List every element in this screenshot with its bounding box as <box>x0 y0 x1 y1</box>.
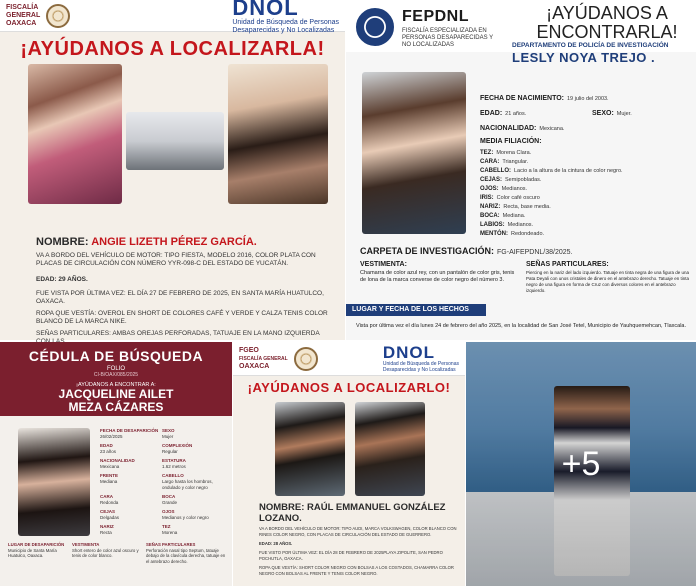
dnol-logo <box>383 344 459 373</box>
poster-header <box>0 0 345 32</box>
logo-text: GENERAL <box>6 11 41 19</box>
field-value: Morena <box>162 530 178 535</box>
field-value: FG-AIFEPDNL/38/2025. <box>497 249 573 256</box>
dnol-title: DNOL <box>232 0 299 20</box>
poster-header <box>233 342 465 376</box>
nationality-field <box>480 125 564 132</box>
field-label: CARA <box>100 494 113 499</box>
poster-banner: ¡AYÚDANOS A LOCALIZARLO! <box>247 380 451 395</box>
field-label: COMPLEXIÓN <box>162 443 193 448</box>
org-title: FEPDNL <box>402 8 469 25</box>
senas-value: Piercing en la nariz del lado izquierdo. Tatuaje en tinta negra de una figura de una Pata Deyali con unos cristales de dinero en el antebrazo derecho. Tatuaje en tinta negro de una figura en forma de Cruz con diversos colores en el antebrazo izquierdo. <box>526 270 690 293</box>
logo-text: OAXACA <box>6 19 37 27</box>
poster-banner: ¡AYÚDANOS A ENCONTRARLA! <box>536 3 678 42</box>
name-value: LOZANO. <box>259 513 302 524</box>
field-label: CEJAS: <box>480 177 503 183</box>
boca-field <box>480 213 525 219</box>
field-label: BOCA <box>162 494 176 499</box>
field-label: FRENTE <box>100 473 118 478</box>
name-value: ANGIE LIZETH PÉREZ GARCÍA. <box>91 236 257 248</box>
field-value: Medianos. <box>507 222 534 228</box>
department-label: DEPARTAMENTO DE POLICÍA DE INVESTIGACIÓN <box>512 42 669 49</box>
field-label: NARIZ <box>100 524 114 529</box>
last-seen-info: FUE VISTA POR ÚLTIMA VEZ: EL DÍA 27 DE FEBRERO DE 2025, EN SANTA MARÍA HUATULCO, OAXACA. <box>36 290 324 305</box>
missing-person-photo <box>18 428 90 536</box>
field-label: BOCA: <box>480 213 500 219</box>
field-value: Perforación nasal tipo Septum, tatuaje debajo de la clavícula derecha, tatuaje en el antebrazo derecho. <box>146 547 226 564</box>
age-field <box>480 110 526 117</box>
dnol-title: DNOL <box>382 343 435 362</box>
missing-person-photo <box>28 64 122 204</box>
field-label: EDAD <box>100 443 113 448</box>
field-value: Largo hasta los hombros, ondulado y color negro <box>162 479 213 490</box>
ojos-field <box>480 186 527 192</box>
field-label: FECHA DE NACIMIENTO: <box>480 95 564 102</box>
field-value: Mediana <box>100 479 118 484</box>
field-label: VESTIMENTA <box>72 542 100 547</box>
name-label: NOMBRE: <box>259 502 305 513</box>
field-value: 21 años. <box>505 111 527 117</box>
missing-person-photo <box>228 64 328 204</box>
gallery-tile-lesly[interactable] <box>346 0 696 340</box>
field-value: Medianos. <box>501 186 528 192</box>
gallery-tile-jacqueline[interactable] <box>0 342 232 586</box>
field-value: Mexicana. <box>539 126 565 132</box>
logo-text: FGEO <box>239 346 259 354</box>
field-label: IRIS: <box>480 195 494 201</box>
dnol-subtitle: Desaparecidas y No Localizadas <box>232 26 335 34</box>
field-value: Morena Clara. <box>496 150 532 156</box>
cejas-field <box>480 177 541 183</box>
age-info: EDAD: 28 AÑOS. <box>259 541 293 546</box>
field-label: MENTÓN: <box>480 231 508 237</box>
lugar-value: Vista por última vez el día lunes 24 de febrero del año 2025, en la localidad de San José Tetel, Municipio de Yauhquemehcan, Tlaxcala. <box>356 323 687 329</box>
person-name: JACQUELINE AILET <box>58 387 174 401</box>
senas-label: SEÑAS PARTICULARES: <box>526 261 609 268</box>
media-filiacion-heading: MEDIA FILIACIÓN: <box>480 138 542 145</box>
cabello-field <box>480 168 623 174</box>
person-name <box>259 502 459 524</box>
field-value: Semipobladas. <box>505 177 542 183</box>
person-name: MEZA CÁZARES <box>68 400 164 414</box>
cedula-footer <box>8 542 228 564</box>
last-seen-info: FUE VISTO POR ÚLTIMA VEZ: EL DÍA 28 DE FEBRERO DE 2025PLAYA ZIPOLITE, SAN PEDRO POCHUTLA, OAXACA. <box>259 550 443 561</box>
field-label: SEÑAS PARTICULARES <box>146 542 196 547</box>
iris-field <box>480 195 540 201</box>
field-value: Triangular. <box>502 159 529 165</box>
field-value: Mexicana <box>100 464 120 469</box>
vestimenta-label: VESTIMENTA: <box>360 261 407 268</box>
field-label: OJOS <box>162 509 175 514</box>
poster-banner: ¡AYÚDANOS A ENCONTRAR A: <box>76 382 156 388</box>
field-label: CABELLO: <box>480 168 511 174</box>
person-name: LESLY NOYA TREJO . <box>512 50 656 65</box>
nariz-field <box>480 204 551 210</box>
field-value: Recta <box>100 530 112 535</box>
field-label: CARA: <box>480 159 500 165</box>
cedula-title: CÉDULA DE BÚSQUEDA <box>28 348 204 364</box>
field-value: Regular <box>162 449 178 454</box>
field-value: 26/02/2025 <box>100 434 123 439</box>
missing-person-photo <box>362 72 466 234</box>
field-label: NACIONALIDAD <box>100 458 135 463</box>
fiscalia-logo <box>239 347 288 371</box>
field-label: TEZ: <box>480 150 494 156</box>
gallery-tile-angie[interactable] <box>0 0 345 340</box>
field-value: Municipio de Santa María Huatulco, Oaxaca. <box>8 547 57 558</box>
clothes-info: ROPA QUE VESTÍA: OVEROL EN SHORT DE COLORES CAFÉ Y VERDE Y CALZA TENIS COLOR BLANCO DE LA MARCA NIKE. <box>36 310 328 325</box>
menton-field <box>480 231 544 237</box>
field-label: TEZ <box>162 524 171 529</box>
field-value: Redondeado. <box>511 231 545 237</box>
fepdnl-seal-icon <box>356 8 394 46</box>
name-label: NOMBRE: <box>36 236 89 248</box>
fiscalia-logo <box>6 4 40 28</box>
field-value: Color café oscuro <box>496 195 540 201</box>
vehicle-info: VA A BORDO DEL VEHÍCULO DE MOTOR: TIPO AUDI, MARCA VOLKSWAGEN, COLOR BLANCO CON RINES COLOR NEGRO, CON PLACAS DE CIRCULACIÓN DEL ESTADO DE GUERRERO. <box>259 526 457 537</box>
gallery-tile-raul[interactable] <box>233 342 465 586</box>
logo-text: FISCALÍA <box>6 3 39 11</box>
missing-person-photo <box>275 402 345 496</box>
logo-text: OAXACA <box>239 362 270 370</box>
field-value: Grande <box>162 500 178 505</box>
field-label: FECHA DE DESAPARICIÓN <box>100 428 159 433</box>
field-label: CEJAS <box>100 509 116 514</box>
field-value: 1.62 metros <box>162 464 186 469</box>
carpeta-field <box>360 246 573 256</box>
field-value: Mediana. <box>502 213 526 219</box>
vehicle-info: VA A BORDO DEL VEHÍCULO DE MOTOR: TIPO FIESTA, MODELO 2016, COLOR PLATA CON PLACAS DE CIRCULACIÓN CON NÚMERO YYR-098-C DEL ESTADO DE YUCATÁN. <box>36 252 316 267</box>
clothes-info: ROPA QUE VESTÍA: SHORT COLOR NEGRO CON BOLSAS A LOS COSTADOS, CHAMARRA COLOR NEGRO CON BOLSAS AL FRENTE Y TENIS COLOR NEGRO. <box>259 565 454 576</box>
dnol-logo <box>232 0 339 35</box>
poster-banner: ¡AYÚDANOS A LOCALIZARLA! <box>20 38 325 60</box>
field-label: CARPETA DE INVESTIGACIÓN: <box>360 246 495 256</box>
field-label: NARIZ: <box>480 204 501 210</box>
fgeo-seal-icon <box>46 4 70 28</box>
name-value: RAÚL EMMANUEL GONZÁLEZ <box>307 502 446 513</box>
field-label: SEXO <box>162 428 175 433</box>
lugar-bar: LUGAR Y FECHA DE LOS HECHOS <box>346 304 486 316</box>
field-label: EDAD: <box>480 110 503 117</box>
vestimenta-value: Chamarra de color azul rey, con un pantalón de color gris, tenis de lona de la marca converse de color negro del número 3. <box>360 270 515 283</box>
more-images-overlay[interactable]: +5 <box>466 342 696 586</box>
field-label: CABELLO <box>162 473 184 478</box>
cedula-details <box>100 428 228 536</box>
field-label: NACIONALIDAD: <box>480 125 537 132</box>
field-label: SEXO: <box>592 110 614 117</box>
org-subtitle: FISCALÍA ESPECIALIZADA EN PERSONAS DESAPARECIDAS Y NO LOCALIZADAS <box>402 28 494 48</box>
tez-field <box>480 150 531 156</box>
age-info: EDAD: 29 AÑOS. <box>36 276 88 283</box>
field-value: Lacio a la altura de la cintura de color negro. <box>514 168 623 174</box>
field-label: OJOS: <box>480 186 499 192</box>
folio-label: FOLIO <box>106 366 125 372</box>
dnol-subtitle: Unidad de Búsqueda de Personas <box>232 18 339 26</box>
gallery-tile-more[interactable] <box>466 342 696 586</box>
field-label: ESTATURA <box>162 458 186 463</box>
field-value: 23 años <box>100 449 117 454</box>
signs-info: SEÑAS PARTICULARES: AMBAS OREJAS PERFORADAS, TATUAJE EN LA MANO IZQUIERDA <box>36 330 320 337</box>
logo-text: FISCALÍA GENERAL <box>239 355 288 362</box>
field-value: Delgadas <box>100 515 120 520</box>
field-label: LABIOS: <box>480 222 505 228</box>
folio-value: CI-B/OAX/085/2025 <box>93 372 139 378</box>
field-value: Mujer. <box>616 111 632 117</box>
vehicle-photo <box>126 112 224 170</box>
cara-field <box>480 159 528 165</box>
field-value: Redonda <box>100 500 119 505</box>
field-value: 19 julio del 2003. <box>567 96 609 102</box>
field-value: Mujer <box>162 434 174 439</box>
person-name <box>36 236 336 248</box>
dnol-subtitle: Desaparecidas y No Localizadas <box>382 367 456 373</box>
field-label: LUGAR DE DESAPARICIÓN <box>8 542 65 547</box>
labios-field <box>480 222 533 228</box>
cedula-header <box>0 342 232 416</box>
field-value: Medianos y color negro <box>162 515 209 520</box>
field-value: Short entero de color azul oscuro y tenis de color blanco. <box>72 547 139 558</box>
sex-field <box>592 110 632 117</box>
dnol-subtitle: Unidad de Búsqueda de Personas <box>382 361 459 367</box>
field-value: Recta, base media. <box>503 204 551 210</box>
missing-person-photo <box>355 402 425 496</box>
birth-field <box>480 95 609 102</box>
fgeo-seal-icon <box>294 347 318 371</box>
